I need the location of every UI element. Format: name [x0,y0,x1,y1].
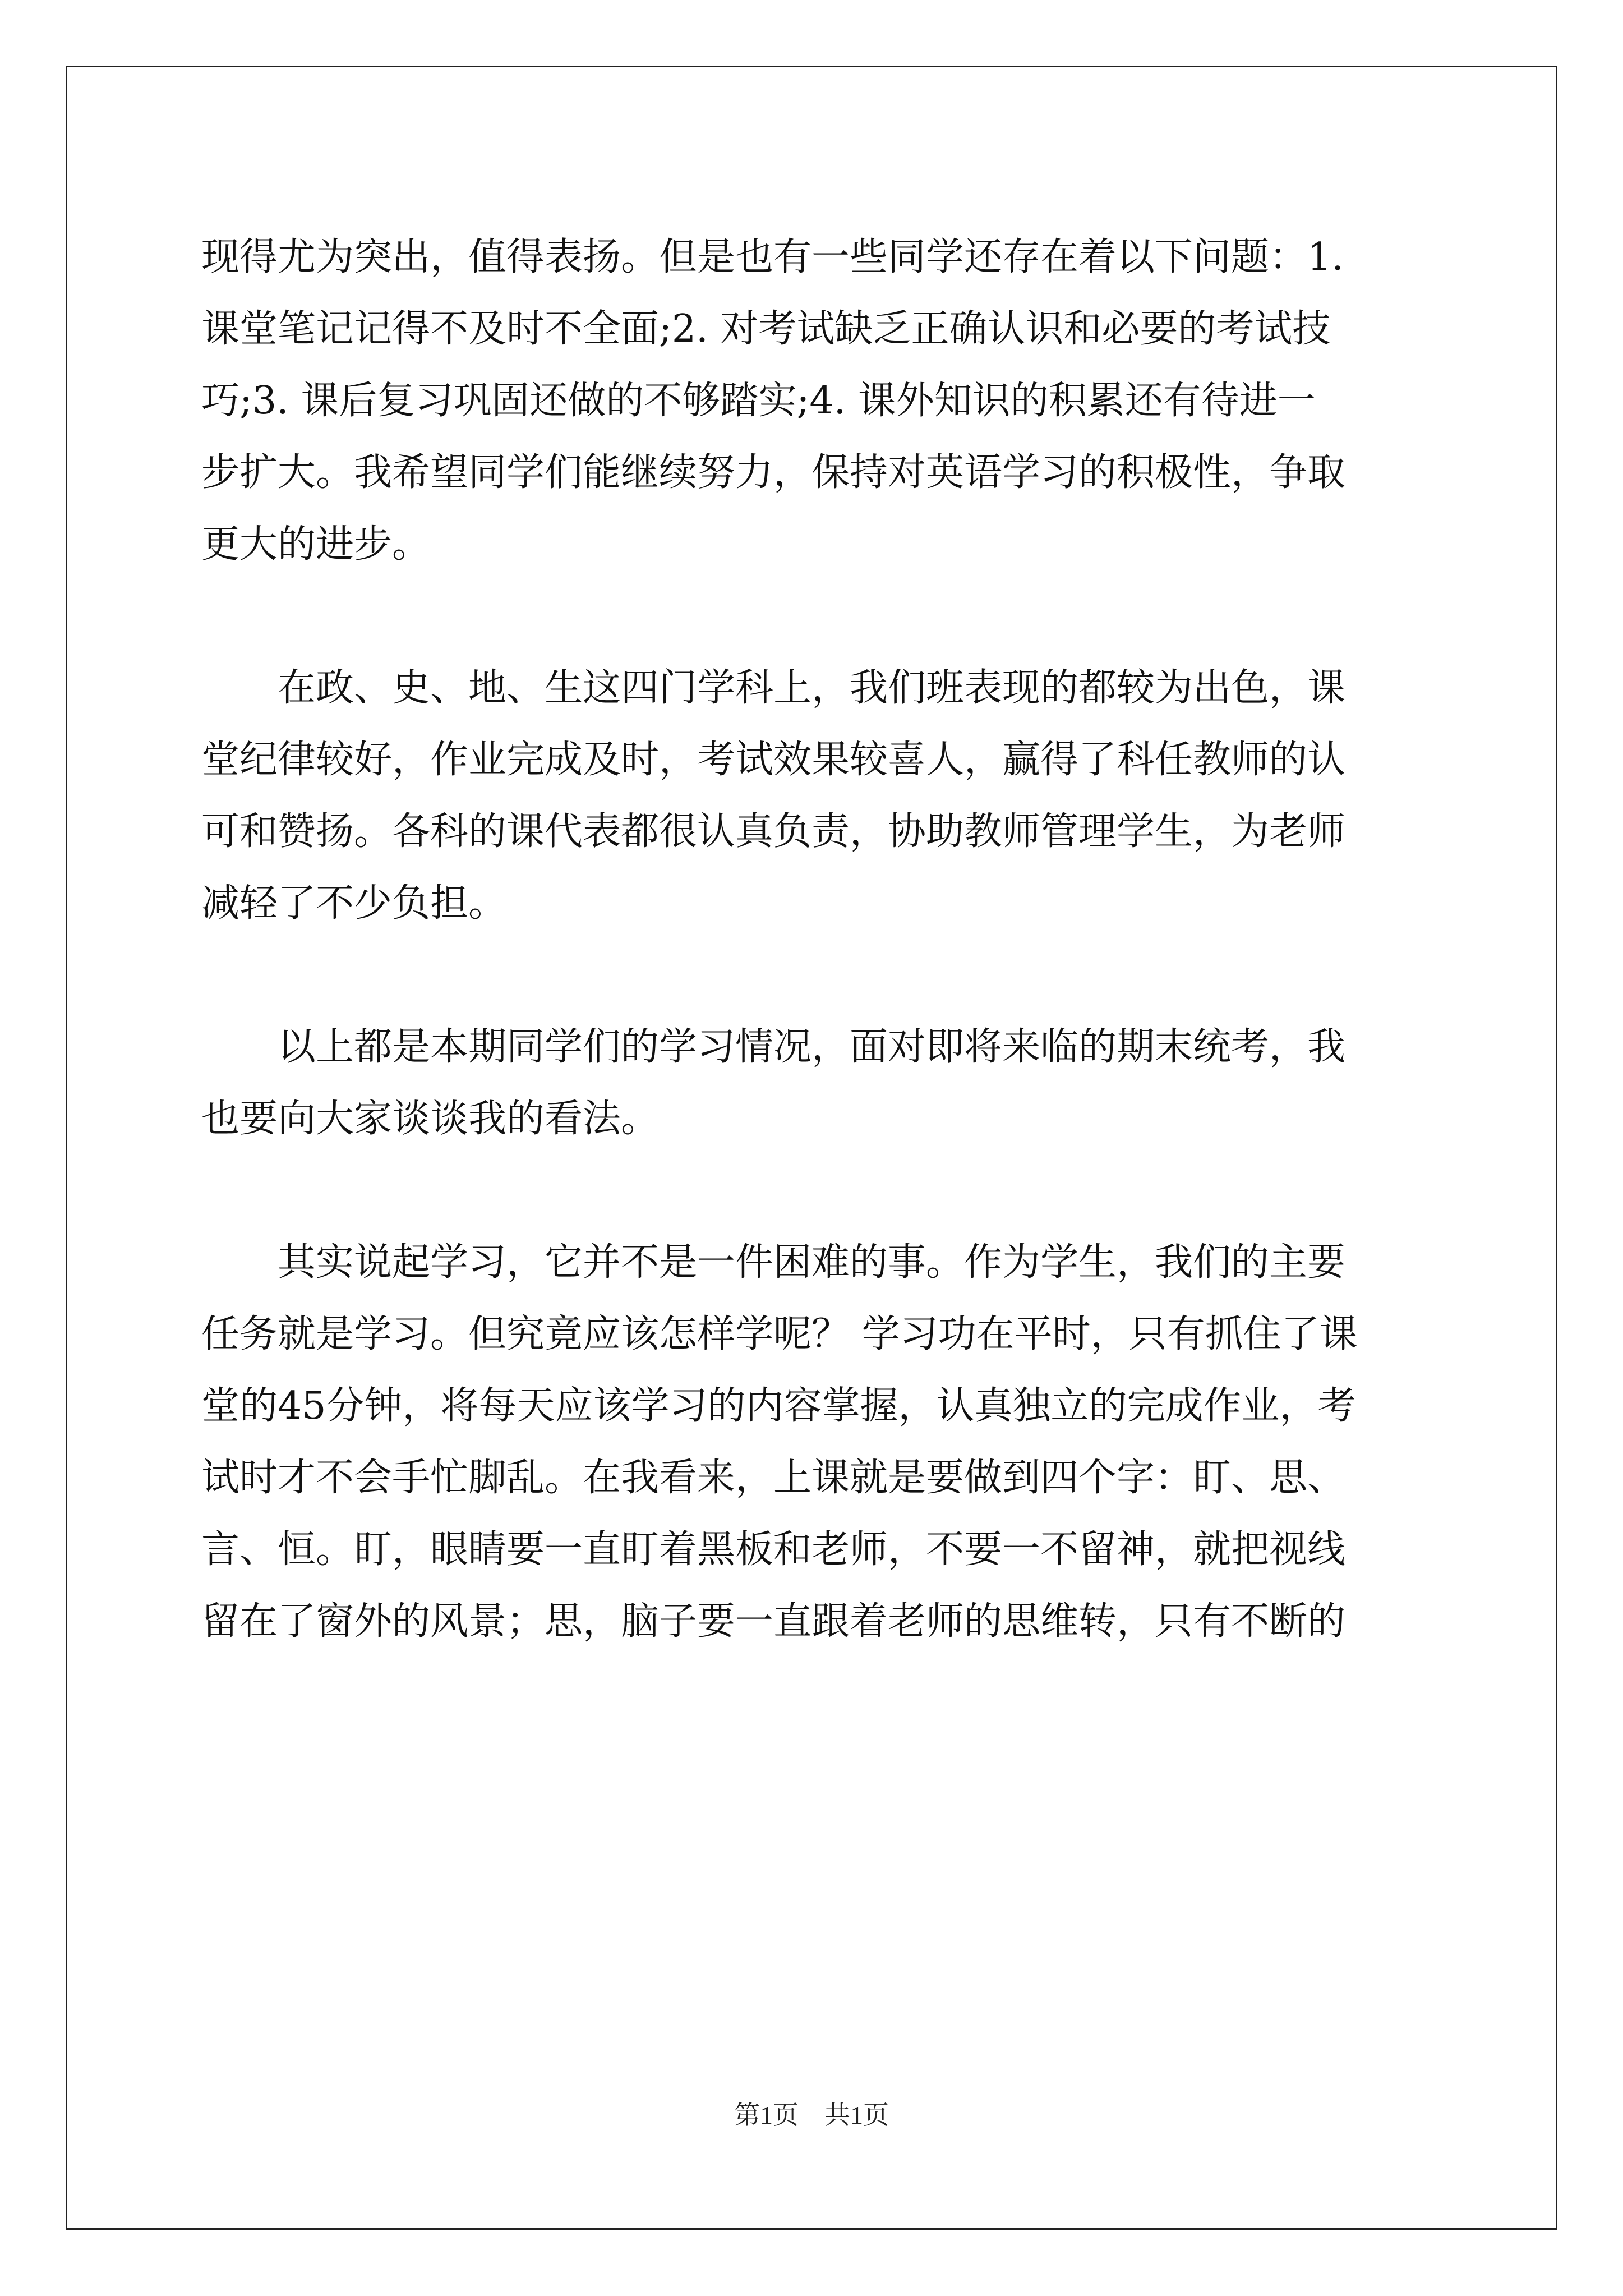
text-line: 试时才不会手忙脚乱。在我看来，上课就是要做到四个字：盯、思、 [201,1456,1346,1500]
paragraph-spacer [201,940,1422,1011]
text-line: 以上都是本期同学们的学习情况，面对即将来临的期末统考，我 [278,1025,1346,1069]
document-body [201,222,1422,1658]
text-line: 巧;3. 课后复习巩固还做的不够踏实;4. 课外知识的积累还有待进一 [201,379,1316,423]
text-line: 堂纪律较好，作业完成及时，考试效果较喜人，赢得了科任教师的认 [201,738,1346,782]
text-line: 现得尤为突出，值得表扬。但是也有一些同学还存在着以下问题：1. [201,235,1344,279]
text-line: 也要向大家谈谈我的看法。 [201,1097,660,1141]
text-line: 言、恒。盯，眼睛要一直盯着黑板和老师，不要一不留神，就把视线 [201,1527,1346,1572]
text-line: 堂的45分钟，将每天应该学习的内容掌握，认真独立的完成作业，考 [201,1384,1356,1428]
text-line: 在政、史、地、生这四门学科上，我们班表现的都较为出色，课 [278,666,1346,710]
text-line: 其实说起学习，它并不是一件困难的事。作为学生，我们的主要 [278,1240,1346,1285]
text-line: 步扩大。我希望同学们能继续努力，保持对英语学习的积极性，争取 [201,450,1346,495]
text-line: 减轻了不少负担。 [201,881,507,926]
text-line: 任务就是学习。但究竟应该怎样学呢？ 学习功在平时，只有抓住了课 [201,1312,1358,1356]
paragraph-spacer [201,1155,1422,1227]
text-line: 更大的进步。 [201,522,431,567]
paragraph-spacer [201,581,1422,652]
text-line: 课堂笔记记得不及时不全面;2. 对考试缺乏正确认识和必要的考试技 [201,307,1331,351]
text-line: 可和赞扬。各科的课代表都很认真负责，协助教师管理学生，为老师 [201,809,1346,854]
page-number-footer: 第1页 共1页 [734,2101,889,2129]
text-line: 留在了窗外的风景；思，脑子要一直跟着老师的思维转，只有不断的 [201,1599,1346,1644]
